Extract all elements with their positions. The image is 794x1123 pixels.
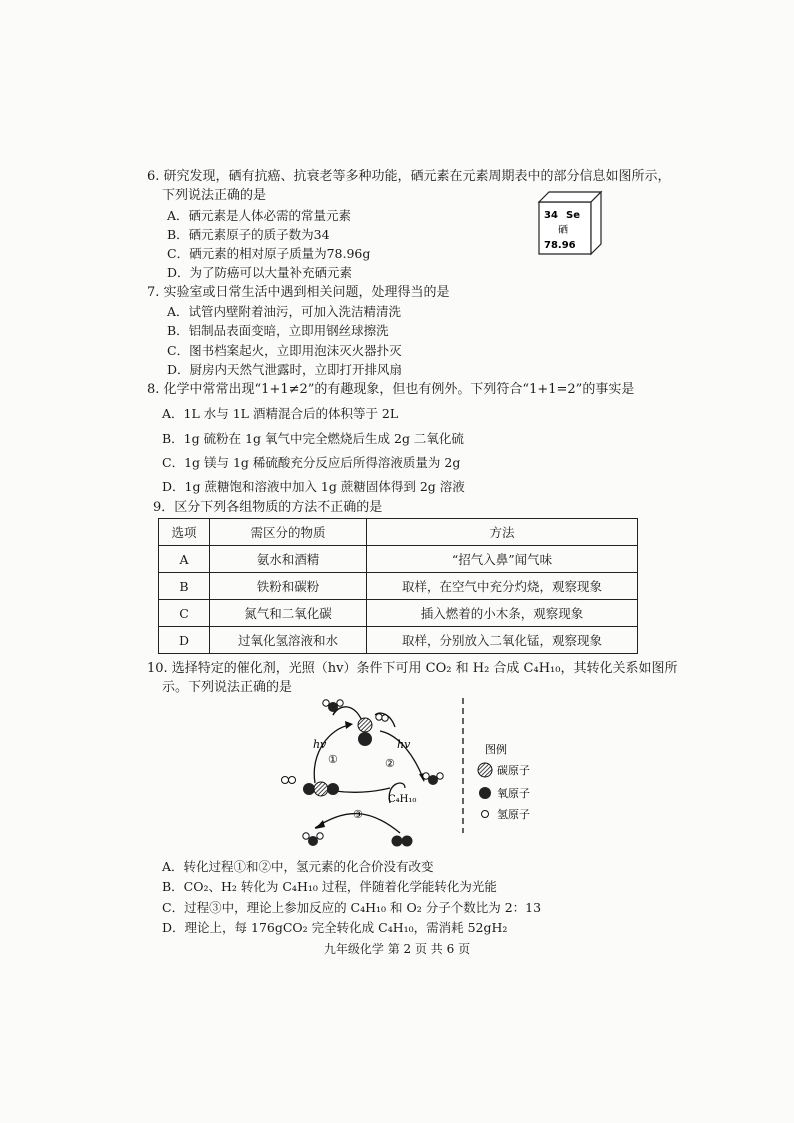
q7-option-d: D．厨房内天然气泄露时，立即打开排风扇 [167, 362, 403, 377]
q7-option-a: A．试管内壁附着油污，可加入洗洁精清洗 [167, 304, 402, 319]
table-cell: 插入燃着的小木条，观察现象 [367, 600, 638, 627]
water-molecule [323, 700, 343, 712]
q7-stem: 7. 实验室或日常生活中遇到相关问题，处理得当的是 [147, 285, 450, 300]
label-step-2: ② [385, 757, 395, 770]
q7-option-c: C．图书档案起火，立即用泡沫灭火器扑灭 [167, 343, 402, 358]
label-step-1: ① [328, 753, 338, 766]
co-molecule [358, 714, 388, 746]
q6-stem: 6. 研究发现，硒有抗癌、抗衰老等多种功能，硒元素在元素周期表中的部分信息如图所示， [147, 169, 671, 184]
q6-stem-2: 下列说法正确的是 [162, 188, 267, 203]
table-cell: 铁粉和碳粉 [210, 573, 367, 600]
table-cell: D [159, 627, 210, 654]
table-row [159, 600, 638, 627]
legend-hydrogen: 氢原子 [497, 808, 530, 821]
element-name: 硒 [558, 225, 568, 236]
water-molecule [423, 773, 443, 785]
table-cell: B [159, 573, 210, 600]
table-cell: 过氧化氢溶液和水 [210, 627, 367, 654]
table-cell: 取样，分别放入二氧化锰，观察现象 [367, 627, 638, 654]
q10-stem: 10. 选择特定的催化剂，光照（hv）条件下可用 CO₂ 和 H₂ 合成 C₄H₁₀，其转化关系如图所 [147, 661, 678, 676]
table-cell: “招气入鼻”闻气味 [367, 546, 638, 573]
table-header: 需区分的物质 [210, 519, 367, 546]
table-cell: A [159, 546, 210, 573]
table-row [159, 546, 638, 573]
table-cell: C [159, 600, 210, 627]
label-step-3: ③ [353, 808, 363, 821]
table-cell: 取样，在空气中充分灼烧，观察现象 [367, 573, 638, 600]
q8-stem: 8. 化学中常常出现“1+1≠2”的有趣现象，但也有例外。下列符合“1+1=2”的事实是 [147, 382, 635, 397]
conversion-diagram [275, 693, 575, 853]
label-c4h10: C₄H₁₀ [388, 794, 417, 805]
element-number: 34 [544, 210, 558, 221]
q6-option-c: C．硒元素的相对原子质量为78.96g [167, 246, 371, 261]
selenium-element-card [535, 188, 605, 258]
legend-oxygen: 氧原子 [497, 787, 530, 800]
q10-option-c: C．过程③中，理论上参加反应的 C₄H₁₀ 和 O₂ 分子个数比为 2：13 [162, 900, 542, 915]
q8-option-a: A．1L 水与 1L 酒精混合后的体积等于 2L [162, 406, 399, 421]
table-row [159, 573, 638, 600]
legend-hydrogen-swatch [482, 811, 489, 818]
label-hv-1: hv [313, 738, 327, 751]
page-footer: 九年级化学 第 2 页 共 6 页 [323, 942, 471, 956]
legend-title: 图例 [485, 743, 507, 756]
q6-option-a: A．硒元素是人体必需的常量元素 [167, 208, 352, 223]
q9-table [158, 518, 638, 654]
q10-stem-2: 示。下列说法正确的是 [162, 680, 293, 695]
q6-option-d: D．为了防癌可以大量补充硒元素 [167, 265, 353, 280]
table-header-row [159, 519, 638, 546]
table-cell: 氨水和酒精 [210, 546, 367, 573]
q8-option-d: D．1g 蔗糖饱和溶液中加入 1g 蔗糖固体得到 2g 溶液 [162, 479, 465, 494]
element-symbol: Se [566, 210, 580, 221]
table-header: 选项 [159, 519, 210, 546]
q10-option-b: B．CO₂、H₂ 转化为 C₄H₁₀ 过程，伴随着化学能转化为光能 [162, 879, 497, 894]
q9-stem: 9．区分下列各组物质的方法不正确的是 [153, 500, 383, 515]
q10-option-d: D．理论上，每 176gCO₂ 完全转化成 C₄H₁₀，需消耗 52gH₂ [162, 920, 508, 935]
q8-option-b: B．1g 硫粉在 1g 氧气中完全燃烧后生成 2g 二氧化硫 [162, 431, 464, 446]
hydrogen-molecule [282, 777, 296, 784]
co2-molecule [303, 782, 339, 796]
q7-option-b: B．铝制品表面变暗，立即用钢丝球擦洗 [167, 323, 389, 338]
element-mass: 78.96 [544, 240, 576, 251]
legend-oxygen-swatch [479, 787, 491, 799]
table-cell: 氮气和二氧化碳 [210, 600, 367, 627]
label-hv-2: hv [397, 738, 411, 751]
q8-option-c: C．1g 镁与 1g 稀硫酸充分反应后所得溶液质量为 2g [162, 455, 461, 470]
legend-carbon-swatch [478, 763, 492, 777]
q10-option-a: A．转化过程①和②中，氢元素的化合价没有改变 [162, 859, 434, 874]
table-header: 方法 [367, 519, 638, 546]
water-molecule [303, 833, 323, 846]
oxygen-molecule [392, 836, 413, 847]
table-row [159, 627, 638, 654]
legend-carbon: 碳原子 [497, 764, 530, 777]
q6-option-b: B．硒元素原子的质子数为34 [167, 227, 330, 242]
